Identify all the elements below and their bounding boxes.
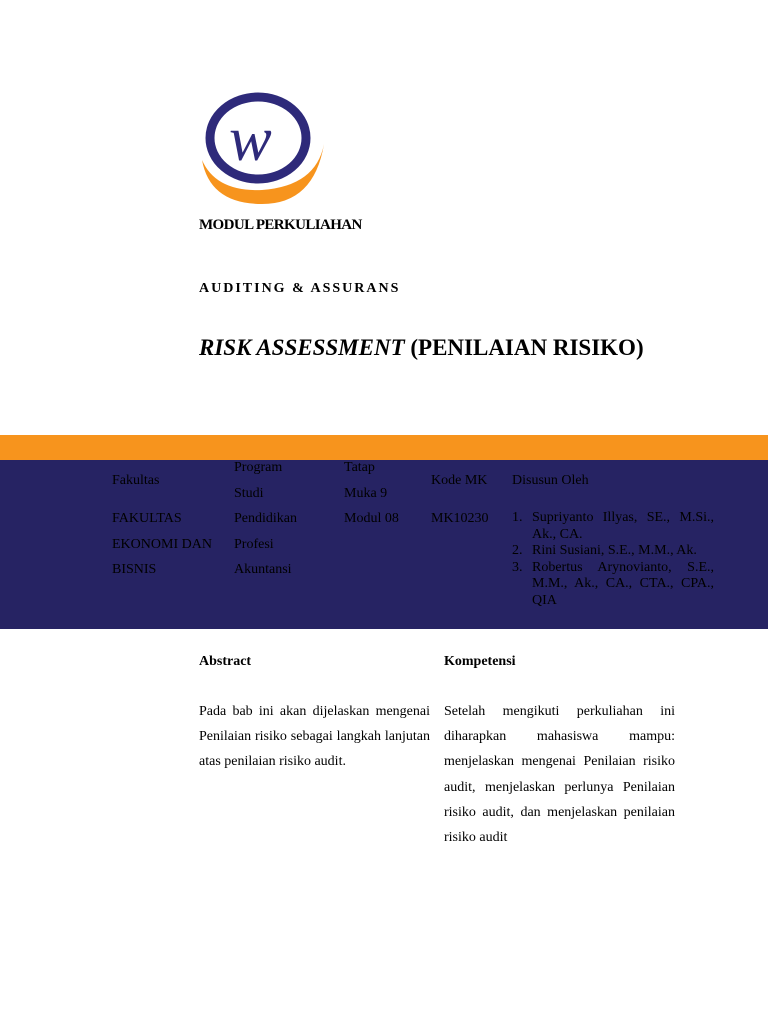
value-fakultas: FAKULTAS EKONOMI DAN BISNIS [112, 511, 212, 577]
modul-label: MODUL PERKULIAHAN [199, 217, 362, 233]
authors-list [512, 510, 714, 609]
author-item: 1. Supriyanto Illyas, SE., M.Si., Ak., CA. [512, 510, 714, 542]
kompetensi-heading: Kompetensi [444, 654, 516, 669]
page-title [199, 335, 644, 361]
author-item: 3. Robertus Arynovianto, S.E., M.M., Ak., CA., CTA., CPA., QIA [512, 559, 714, 608]
header-tatap-muka: Tatap Muka 9 [344, 460, 388, 501]
author-item: 2. Rini Susiani, S.E., M.M., Ak. [512, 543, 697, 558]
title-italic: RISK ASSESSMENT [199, 335, 405, 360]
value-program-studi: Pendidikan Profesi Akuntansi [234, 511, 297, 577]
university-logo [196, 86, 330, 208]
author-name: Supriyanto Illyas, SE., M.Si., Ak., CA. [532, 510, 714, 542]
author-name: Rini Susiani, S.E., M.M., Ak. [532, 543, 697, 558]
author-name: Robertus Arynovianto, S.E., M.M., Ak., CA., CTA., CPA., QIA [532, 559, 714, 608]
title-rest: (PENILAIAN RISIKO) [410, 335, 644, 360]
header-disusun-oleh: Disusun Oleh [512, 473, 589, 488]
course-name: AUDITING & ASSURANS [199, 281, 401, 296]
kompetensi-text: Setelah mengikuti perkuliahan ini diharapkan mahasiswa mampu: menjelaskan mengenai Penilaian risiko audit, menjelaskan perlunya Penilaian risiko audit, dan menjelaskan penilaian risiko audit [444, 704, 675, 846]
header-fakultas-label: Fakultas [112, 473, 160, 488]
value-modul: Modul 08 [344, 511, 399, 526]
header-kode-mk: Kode MK [431, 473, 488, 488]
value-kode-mk: MK10230 [431, 511, 489, 526]
abstract-text: Pada bab ini akan dijelaskan mengenai Penilaian risiko sebagai langkah lanjutan atas penilaian risiko audit. [199, 704, 430, 770]
abstract-heading: Abstract [199, 654, 252, 669]
header-program-studi: Program Studi [234, 460, 283, 501]
svg-text:w: w [229, 103, 272, 174]
